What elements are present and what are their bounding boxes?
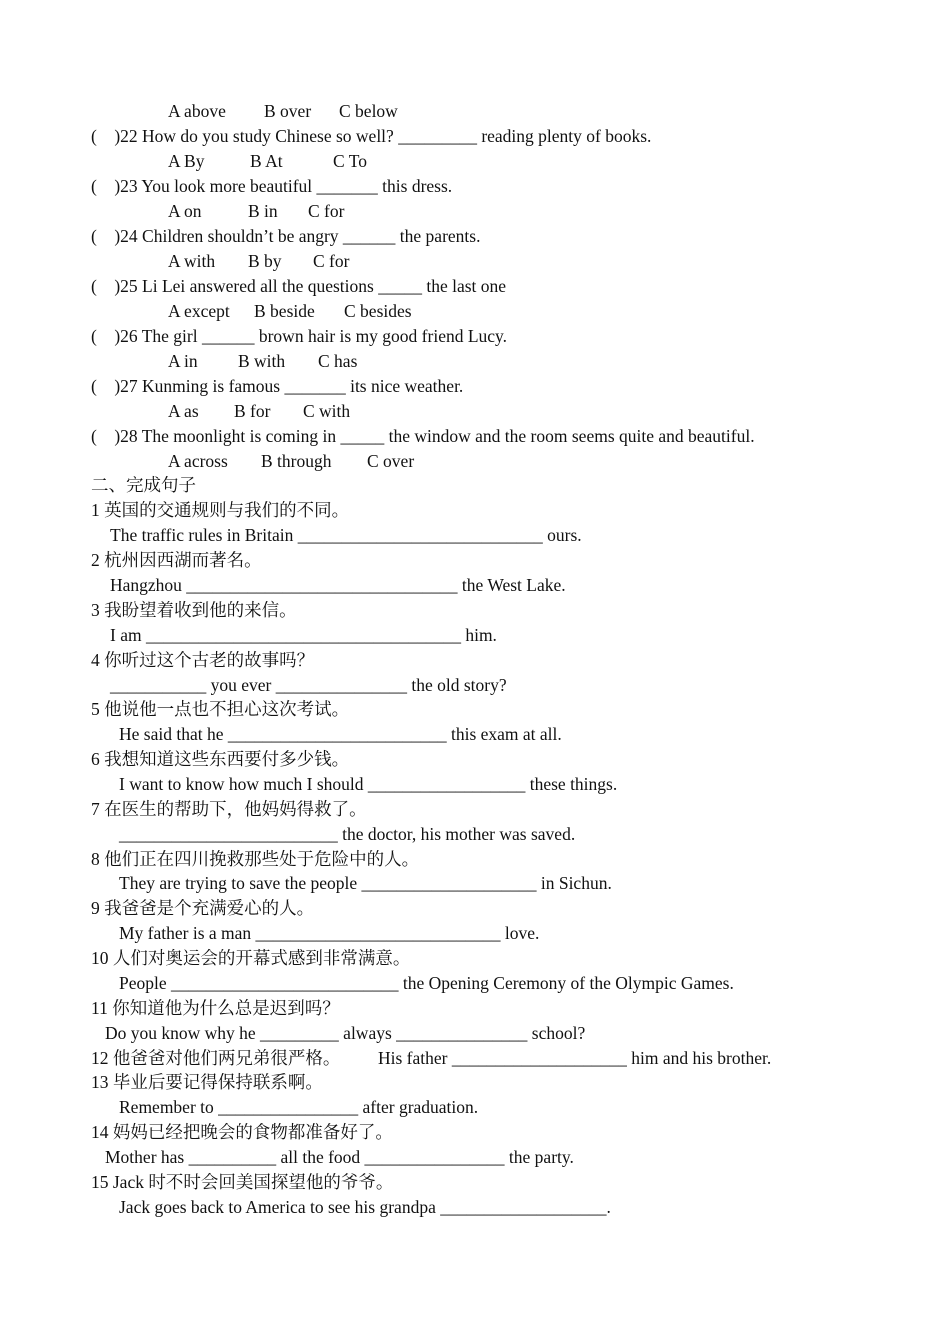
item-6-chinese: 6 我想知道这些东西要付多少钱。 (91, 749, 350, 769)
item-7-chinese: 7 在医生的帮助下，他妈妈得救了。 (91, 799, 367, 819)
item-12-english: His father ____________________ him and his brother. (378, 1048, 772, 1068)
q26-option-c: C has (318, 351, 358, 371)
q21-option-c: C below (339, 101, 398, 121)
item-14-english: Mother has __________ all the food ________________ the party. (105, 1147, 574, 1167)
question-24: ( )24 Children shouldn’t be angry ______ the parents. (91, 226, 481, 246)
item-2-english: Hangzhou _______________________________ the West Lake. (110, 575, 566, 595)
item-1-english: The traffic rules in Britain ____________________________ ours. (110, 525, 582, 545)
q26-option-b: B with (238, 351, 286, 371)
item-8-chinese: 8 他们正在四川挽救那些处于危险中的人。 (91, 849, 420, 869)
item-1-chinese: 1 英国的交通规则与我们的不同。 (91, 500, 350, 520)
question-22: ( )22 How do you study Chinese so well? _________ reading plenty of books. (91, 126, 652, 146)
item-4-chinese: 4 你听过这个古老的故事吗？ (91, 650, 315, 670)
q24-option-c: C for (313, 251, 350, 271)
question-26: ( )26 The girl ______ brown hair is my good friend Lucy. (91, 326, 508, 346)
item-2-chinese: 2 杭州因西湖而著名。 (91, 550, 262, 570)
q23-option-a: A on (168, 201, 202, 221)
question-28: ( )28 The moonlight is coming in _____ the window and the room seems quite and beautiful. (91, 426, 755, 446)
q27-option-c: C with (303, 401, 351, 421)
q25-option-a: A except (168, 301, 230, 321)
item-10-english: People __________________________ the Opening Ceremony of the Olympic Games. (119, 973, 734, 993)
q28-option-b: B through (261, 451, 332, 471)
item-3-chinese: 3 我盼望着收到他的来信。 (91, 600, 297, 620)
item-14-chinese: 14 妈妈已经把晚会的食物都准备好了。 (91, 1122, 393, 1142)
q28-option-c: C over (367, 451, 415, 471)
q22-option-c: C To (333, 151, 367, 171)
q27-option-b: B for (234, 401, 271, 421)
item-13-chinese: 13 毕业后要记得保持联系啊。 (91, 1072, 323, 1092)
q23-option-b: B in (248, 201, 278, 221)
item-7-english: _________________________ the doctor, his mother was saved. (119, 824, 576, 844)
q22-option-b: B At (250, 151, 283, 171)
q22-option-a: A By (168, 151, 205, 171)
item-15-chinese: 15 Jack 时不时会回美国探望他的爷爷。 (91, 1172, 394, 1192)
question-27: ( )27 Kunming is famous _______ its nice weather. (91, 376, 464, 396)
item-6-english: I want to know how much I should __________________ these things. (119, 774, 618, 794)
item-11-english: Do you know why he _________ always _______________ school? (105, 1023, 586, 1043)
item-12-chinese: 12 他爸爸对他们两兄弟很严格。 (91, 1048, 341, 1068)
q23-option-c: C for (308, 201, 345, 221)
q25-option-b: B beside (254, 301, 315, 321)
item-9-chinese: 9 我爸爸是个充满爱心的人。 (91, 898, 315, 918)
item-4-english: ___________ you ever _______________ the old story? (110, 675, 507, 695)
q21-option-a: A above (168, 101, 226, 121)
item-5-chinese: 5 他说他一点也不担心这次考试。 (91, 699, 350, 719)
item-9-english: My father is a man ____________________________ love. (119, 923, 540, 943)
q25-option-c: C besides (344, 301, 412, 321)
q26-option-a: A in (168, 351, 198, 371)
question-23: ( )23 You look more beautiful _______ this dress. (91, 176, 453, 196)
item-3-english: I am ____________________________________ him. (110, 625, 497, 645)
q28-option-a: A across (168, 451, 228, 471)
q24-option-b: B by (248, 251, 282, 271)
item-5-english: He said that he _________________________ this exam at all. (119, 724, 562, 744)
item-15-english: Jack goes back to America to see his grandpa ___________________. (119, 1197, 611, 1217)
item-11-chinese: 11 你知道他为什么总是迟到吗？ (91, 998, 340, 1018)
item-10-chinese: 10 人们对奥运会的开幕式感到非常满意。 (91, 948, 411, 968)
q24-option-a: A with (168, 251, 216, 271)
section-heading: 二、完成句子 (91, 475, 196, 495)
q21-option-b: B over (264, 101, 312, 121)
q27-option-a: A as (168, 401, 199, 421)
item-13-english: Remember to ________________ after graduation. (119, 1097, 479, 1117)
question-25: ( )25 Li Lei answered all the questions _____ the last one (91, 276, 507, 296)
item-8-english: They are trying to save the people ____________________ in Sichun. (119, 873, 612, 893)
